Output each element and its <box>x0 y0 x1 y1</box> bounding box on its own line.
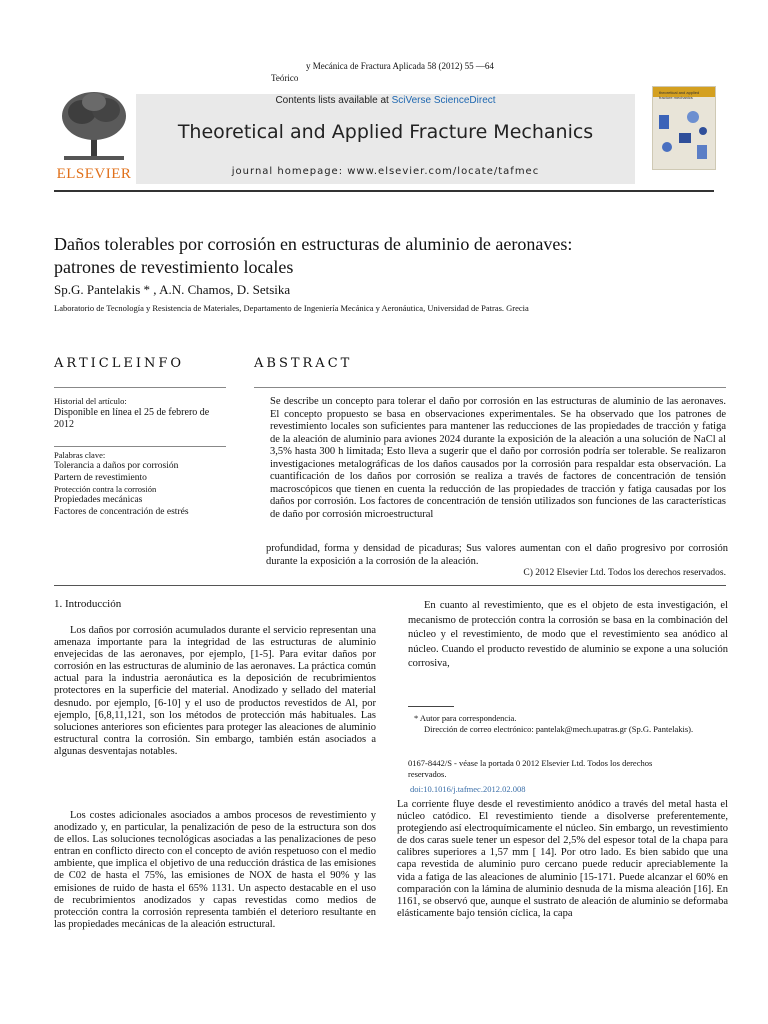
article-info-heading: ARTICLEINFO <box>54 356 185 371</box>
elsevier-wordmark: ELSEVIER <box>56 166 132 182</box>
citation-line: y Mecánica de Fractura Aplicada 58 (2012) 55 —64 <box>306 61 494 71</box>
footnote-rule <box>408 706 454 707</box>
abstract-heading: ABSTRACT <box>254 356 353 371</box>
cover-artwork-icon <box>653 87 715 169</box>
journal-title: Theoretical and Applied Fracture Mechanics <box>177 121 594 143</box>
paper-title-line-2: patrones de revestimiento locales <box>54 257 294 277</box>
affiliation: Laboratorio de Tecnología y Resistencia de Materiales, Departamento de Ingeniería Mecánica y Aeronáutica, Universidad de Patras. Grecia <box>54 303 529 313</box>
footnote-email: Dirección de correo electrónico: pantelak@mech.upatras.gr (Sp.G. Pantelakis). <box>424 724 694 734</box>
sciencedirect-link[interactable]: SciVerse ScienceDirect <box>391 95 496 106</box>
keywords-block <box>54 450 234 518</box>
footnote-corresponding <box>414 713 714 735</box>
journal-banner <box>136 94 635 184</box>
elsevier-tree-icon <box>54 90 134 164</box>
keyword-item: Factores de concentración de estrés <box>54 506 189 517</box>
doi-link[interactable]: doi:10.1016/j.tafmec.2012.02.008 <box>410 784 526 794</box>
journal-homepage[interactable]: journal homepage: www.elsevier.com/locate/tafmec <box>231 166 540 177</box>
section-heading-introduction: 1. Introducción <box>54 598 122 610</box>
keyword-item: Protección contra la corrosión <box>54 484 157 494</box>
abstract-bottom-rule <box>54 585 726 586</box>
journal-cover-thumbnail <box>652 86 716 170</box>
abstract-copyright: C) 2012 Elsevier Ltd. Todos los derechos reservados. <box>523 568 726 578</box>
right-paragraph-1: En cuanto al revestimiento, que es el objeto de esta investigación, el mecanismo de protección contra la corrosión se basa en la combinación del núcleo y el revestimiento, de modo que el revestimiento sea anódico al núcleo. Cuando el producto revestido de aluminio se expone a una solución corrosiva, <box>408 600 728 670</box>
intro-paragraph-1: Los daños por corrosión acumulados durante el servicio representan una amenaza importante para la integridad de las estructuras de aluminio envejecidas de las aeronaves, por ejemplo, [1-5]. Para evitar daños por corrosión en las estructuras de aluminio de las aeronaves. La práctica común actual para la industria aeronáutica es la deposición de recubrimientos protectores en la superficie del material. Anodizado y sellado del material desnudo. por ejemplo, [6-10] y el uso de productos revestidos de Al, por ejemplo, [6,8,11,121, son los métodos de protección más habituales. Las soluciones anteriores son eficientes para proteger las aleaciones de aluminio estructural contra la corrosión. Sin embargo, también están asociados a algunas desventajas notables. <box>54 625 376 757</box>
footnote-star: * Autor para correspondencia. <box>414 713 517 723</box>
cover-title: theoretical and applied fracture mechanics <box>659 90 700 100</box>
intro-paragraph-2: Los costes adicionales asociados a ambos procesos de revestimiento y anodizado y, en particular, la penalización de peso de la estructura son dos de ellos. Las soluciones tecnológicas asociadas a las penalizaciones de peso entran en conflicto directo con el concepto de avión respetuoso con el medio ambiente, que implica el objetivo de una reducción drástica de las emisiones de C02 de hasta el 75%, las emisiones de NOX de hasta el 90% y las emisiones de ruido de hasta el 65% 1131. Un aspecto destacable en el uso de recubrimientos anodizados y capas revestidas como medios de protección contra la corrosión representa también el deterioro resultante en las propiedades mecánicas de la aleación estructural. <box>54 810 376 930</box>
paper-title-line-1: Daños tolerables por corrosión en estructuras de aluminio de aeronaves: <box>54 234 573 254</box>
info-rule-2 <box>54 446 226 447</box>
citation-line-2: Teórico <box>271 73 299 83</box>
contents-line <box>136 95 635 106</box>
contents-prefix: Contents lists available at <box>275 95 392 106</box>
article-history <box>54 396 234 431</box>
abstract-paragraph-2: profundidad, forma y densidad de picaduras; Sus valores aumentan con el daño progresivo por corrosión durante la exposición a la corrosión de la aleación. <box>266 543 728 567</box>
keyword-item: Propiedades mecánicas <box>54 495 143 505</box>
abstract-paragraph-1: Se describe un concepto para tolerar el daño por corrosión en las estructuras de aluminio de las aeronaves. El concepto propuesto se basa en observaciones experimentales. Se ha observado que los patrones de revestimiento locales son suficientes para mantener las reducciones de las propiedades de tracción y fatiga de la aleación de aluminio para aviones 2024 durante la exposición de la aleación a una solución de NaCl al 3,5% hasta 300 h limitada; Esto lleva a sugerir que el daño por corrosión podría ser tolerable. Se realizaron investigaciones metalográficas de los daños causados por la corrosión para respaldar esta observación. La cuantificación de los daños por corrosión se realiza a través de factores de concentración de tensión macroscópicos que tienen en cuenta la reducción de las propiedades de tracción y fatiga causadas por los daños por corrosión. Los factores de concentración de tensión utilizados son funciones de las características de daño por corrosión microestructural <box>270 396 726 520</box>
header-rule <box>54 190 714 192</box>
history-label: Historial del artículo: <box>54 396 127 406</box>
info-rule-1 <box>54 387 226 388</box>
abstract-rule <box>254 387 726 388</box>
right-paragraph-2: La corriente fluye desde el revestimiento anódico a través del metal hasta el núcleo catódico. El revestimiento tiende a disolverse preferentemente, protegiendo así electroquímicamente el núcleo. Sin embargo, un revestimiento de dos caras suele tener un espesor del 2,5% del espesor total de la chapa para calibres superiores a 1,57 mm [ 14]. Por otro lado. Es bien sabido que una capa revestida de aluminio puro cercano puede reducir apreciablemente la vida a fatiga de las aleaciones de aluminio [15-171. Puede alcanzar el 60% en comparación con la lámina de aluminio desnuda de la misma aleación [16]. En 1161, se observó que, aunque el sustrato de aleación de aluminio se deformaba elásticamente bajo tensión cíclica, la capa <box>397 799 728 919</box>
paper-title <box>54 233 714 279</box>
keyword-item: Partern de revestimiento <box>54 472 147 483</box>
keywords-label: Palabras clave: <box>54 450 106 460</box>
abstract-body <box>270 396 726 521</box>
author-list: Sp.G. Pantelakis * , A.N. Chamos, D. Setsika <box>54 282 291 297</box>
history-line-1: Disponible en línea el 25 de febrero de <box>54 407 210 418</box>
issn-line: 0167-8442/S - véase la portada 0 2012 Elsevier Ltd. Todos los derechos reservados. <box>408 758 653 779</box>
history-line-2: 2012 <box>54 419 74 430</box>
keyword-item: Tolerancia a daños por corrosión <box>54 461 179 471</box>
